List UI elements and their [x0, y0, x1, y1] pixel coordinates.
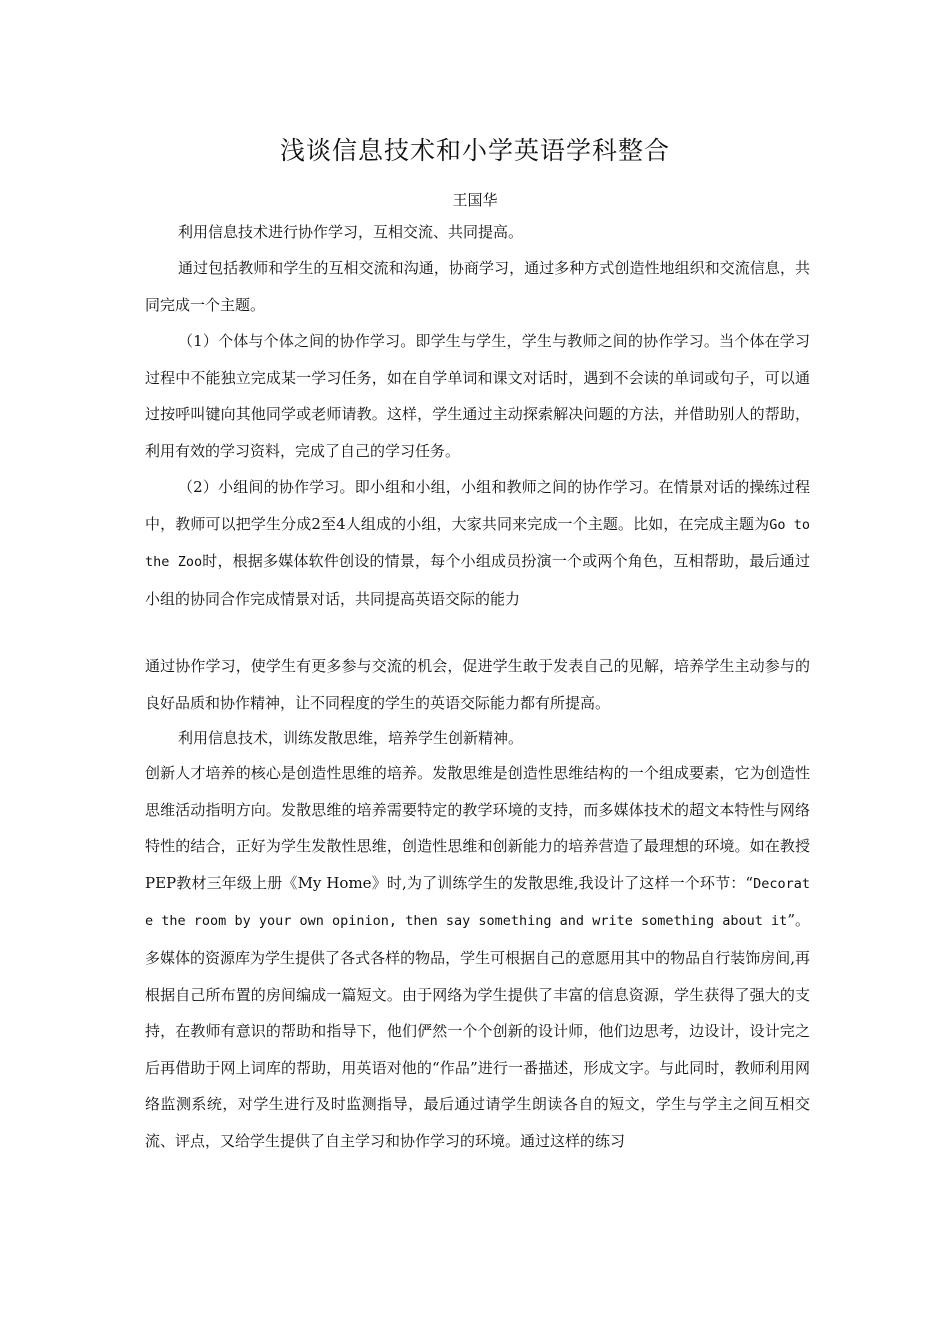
paragraph-text-part: 创新人才培养的核心是创造性思维的培养。发散思维是创造性思维结构的一个组成要素，它为创造性思维活动指明方向。发散思维的培养需要特定的教学环境的支持，而多媒体技术的超文本特性与网络特性的结合，正好为学生发散性思维，创造性思维和创新能力的培养营造了最理想的环境。如在教授PEP教材三年级上册《My Home》时,为了训练学生的发散思维,我设计了这样一个环节：“ [145, 764, 810, 892]
paragraph-collaboration-intro [145, 250, 810, 323]
paragraph-english-phrase: Decorate the room by your own opinion, then say something and write something about it [145, 875, 810, 930]
paragraph-text: 通过协作学习，使学生有更多参与交流的机会，促进学生敢于发表自己的见解，培养学生主动参与的良好品质和协作精神，让不同程度的学生的英语交际能力都有所提高。 [145, 657, 810, 712]
paragraph-individual-collaboration [145, 323, 810, 469]
paragraph-text-part: （2）小组间的协作学习。即小组和小组，小组和教师之间的协作学习。在情景对话的操练过程中，教师可以把学生分成2至4人组成的小组，大家共同来完成一个主题。比如，在完成主题为 [145, 478, 810, 533]
paragraph-text: 利用信息技术进行协作学习，互相交流、共同提高。 [178, 223, 524, 241]
paragraph-text-part: 时，根据多媒体软件创设的情景，每个小组成员扮演一个或两个角色，互相帮助，最后通过小组的协同合作完成情景对话，共同提高英语交际的能力 [145, 552, 810, 608]
paragraph-text-part: ”。多媒体的资源库为学生提供了各式各样的物品，学生可根据自己的意愿用其中的物品自行装饰房间,再根据自己所布置的房间编成一篇短文。由于网络为学生提供了丰富的信息资源，学生获得了强大的支持，在教师有意识的帮助和指导下，他们俨然一个个创新的设计师，他们边思考，边设计，设计完之后再借助于网上词库的帮助，用英语对他的“作品”进行一番描述，形成文字。与此同时，教师利用网络监测系统，对学生进行及时监测指导，最后通过请学生朗读各自的短文，学生与学主之间互相交流、评点，又给学生提供了自主学习和协作学习的环境。通过这样的练习 [145, 911, 810, 1150]
paragraph-heading-divergent-thinking [145, 720, 810, 757]
document-title: 浅谈信息技术和小学英语学科整合 [279, 136, 670, 165]
paragraph-text: 利用信息技术，训练发散思维，培养学生创新精神。 [178, 729, 524, 747]
document-author: 王国华 [452, 191, 498, 209]
paragraph-english-phrase: Go to the Zoo [145, 516, 810, 571]
paragraph-text: 通过包括教师和学生的互相交流和沟通，协商学习，通过多种方式创造性地组织和交流信息，共同完成一个主题。 [145, 259, 810, 314]
paragraph-heading-collaboration [145, 214, 810, 251]
paragraph-text: （1）个体与个体之间的协作学习。即学生与学生，学生与教师之间的协作学习。当个体在学习过程中不能独立完成某一学习任务，如在自学单词和课文对话时，遇到不会读的单词或句子，可以通过按呼叫键向其他同学或老师请教。这样，学生通过主动探索解决问题的方法，并借助别人的帮助，利用有效的学习资料，完成了自己的学习任务。 [145, 332, 810, 460]
paragraph-divergent-thinking-body [145, 755, 810, 1160]
paragraph-collaboration-summary [145, 648, 810, 721]
paragraph-group-collaboration [145, 469, 810, 617]
